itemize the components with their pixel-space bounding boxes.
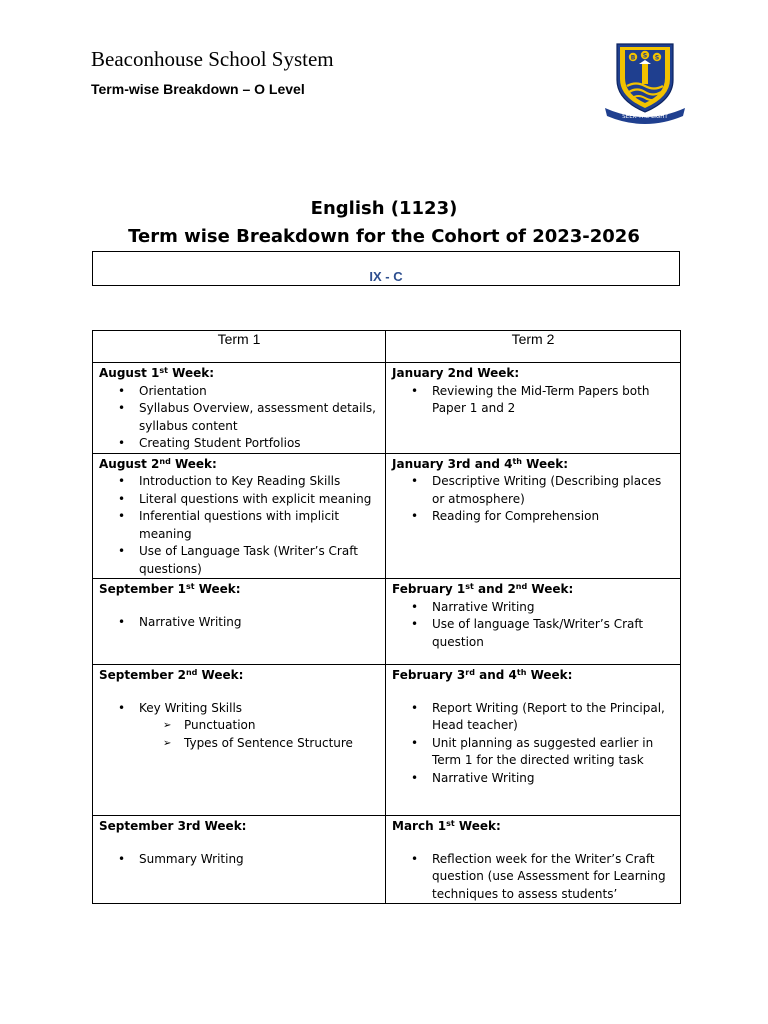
list-item: • Narrative Writing [392, 770, 674, 788]
document-subtitle: Term-wise Breakdown – O Level [91, 81, 305, 97]
list-item: • Orientation [99, 383, 379, 401]
week-heading: September 3rd Week: [99, 819, 247, 833]
crest-letter-3: S [654, 54, 660, 62]
list-item: • Reflection week for the Writer’s Craft question (use Assessment for Learning techniques to assess students’ [392, 851, 674, 904]
list-item: • Introduction to Key Reading Skills [99, 473, 379, 491]
table-row [93, 579, 681, 665]
week-heading: September 2nd Week: [99, 668, 244, 682]
term-2-cell [386, 665, 681, 816]
week-heading: August 1st Week: [99, 366, 215, 380]
crest-letter-2: S [642, 52, 648, 60]
list-item: • Creating Student Portfolios [99, 435, 379, 453]
cohort-title: Term wise Breakdown for the Cohort of 2023-2026 [128, 226, 640, 247]
term-2-cell [386, 363, 681, 454]
list-item: • Literal questions with explicit meaning [99, 491, 379, 509]
term-1-cell [93, 816, 386, 904]
crest-letter-1: B [630, 54, 636, 62]
term-2-cell [386, 579, 681, 665]
sub-list-item: ➢ Punctuation [139, 717, 379, 735]
table-row [93, 363, 681, 454]
sub-list-item: ➢ Types of Sentence Structure [139, 735, 379, 753]
school-name: Beaconhouse School System [91, 47, 334, 71]
subject-title: English (1123) [310, 198, 458, 219]
week-heading: September 1st Week: [99, 582, 241, 596]
week-heading: February 3rd and 4th Week: [392, 668, 573, 682]
list-item: • Use of language Task/Writer’s Craft question [392, 616, 674, 651]
week-heading: February 1st and 2nd Week: [392, 582, 574, 596]
list-item: • Key Writing Skills ➢ Punctuation ➢ Types of Sentence Structure [99, 700, 379, 753]
term-breakdown-table [92, 330, 681, 904]
week-heading: January 3rd and 4th Week: [392, 456, 569, 471]
class-box [92, 251, 680, 286]
term-1-cell [93, 363, 386, 454]
week-heading: January 2nd Week: [392, 366, 520, 380]
list-item: • Narrative Writing [392, 599, 674, 617]
crest-motto: SEEK THE LIGHT [622, 114, 668, 120]
list-item: • Report Writing (Report to the Principal, Head teacher) [392, 700, 674, 735]
list-item: • Reading for Comprehension [392, 508, 674, 526]
table-header-row [93, 331, 681, 363]
term-2-cell [386, 816, 681, 904]
list-item: • Use of Language Task (Writer’s Craft questions) [99, 543, 379, 578]
list-item: • Reviewing the Mid-Term Papers both Paper 1 and 2 [392, 383, 674, 418]
list-item: • Summary Writing [99, 851, 379, 869]
list-item: • Unit planning as suggested earlier in Term 1 for the directed writing task [392, 735, 674, 770]
term-2-header: Term 2 [386, 331, 681, 363]
term-1-cell [93, 453, 386, 579]
school-crest-logo [603, 42, 687, 124]
week-heading: August 2nd Week: [99, 456, 217, 471]
class-label: IX - C [369, 269, 403, 284]
list-item: • Syllabus Overview, assessment details, syllabus content [99, 400, 379, 435]
list-item: • Descriptive Writing (Describing places or atmosphere) [392, 473, 674, 508]
term-1-header: Term 1 [93, 331, 386, 363]
table-row [93, 816, 681, 904]
table-row [93, 453, 681, 579]
table-row [93, 665, 681, 816]
term-1-cell [93, 665, 386, 816]
list-item: • Narrative Writing [99, 614, 379, 632]
term-1-cell [93, 579, 386, 665]
list-item: • Inferential questions with implicit meaning [99, 508, 379, 543]
term-2-cell [386, 453, 681, 579]
week-heading: March 1st Week: [392, 819, 501, 833]
